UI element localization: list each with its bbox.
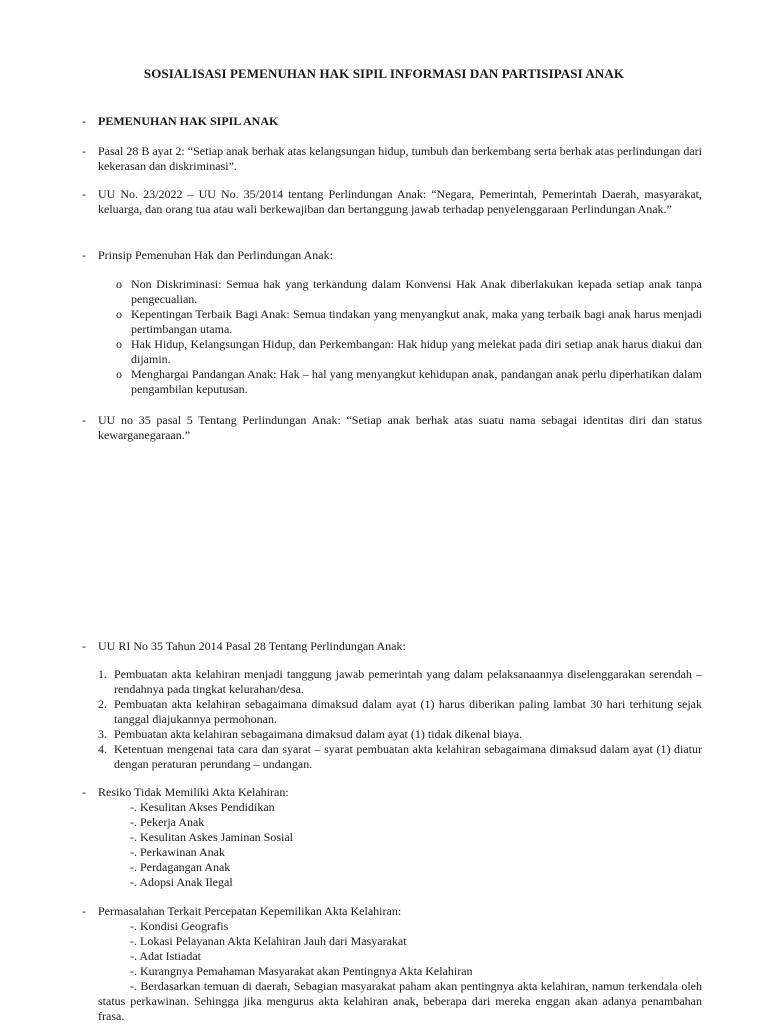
- list-item: -. Adat Istiadat: [130, 949, 201, 963]
- list-item: [98, 727, 702, 742]
- section-heading-text: PEMENUHAN HAK SIPIL ANAK: [98, 114, 279, 128]
- list-item: -. Perdagangan Anak: [130, 860, 231, 874]
- list-item-text: Pembuatan akta kelahiran menjadi tanggung jawab pemerintah yang dalam pelaksanaannya diselenggarakan serendah – rendahnya pada tingkat kelurahan/desa.: [114, 667, 702, 696]
- paragraph-text: Permasalahan Terkait Percepatan Kepemilikan Akta Kelahiran:: [98, 904, 402, 918]
- paragraph-text: UU No. 23/2022 – UU No. 35/2014 tentang Perlindungan Anak: “Negara, Pemerintah, Pemerintah Daerah, masyarakat, keluarga, dan orang tua atau wali berkewajiban dan bertanggung jawab terhadap penyelenggaraan Perlindungan Anak.”: [98, 187, 702, 216]
- list-number: 2.: [98, 697, 107, 711]
- paragraph-text: Prinsip Pemenuhan Hak dan Perlindungan Anak:: [98, 248, 333, 262]
- paragraph-text: UU no 35 pasal 5 Tentang Perlindungan Anak: “Setiap anak berhak atas suatu nama sebagai identitas diri dan status kewarganegaraan.”: [98, 413, 702, 442]
- resiko-list: [130, 800, 690, 890]
- section-heading-hak-sipil: [82, 114, 702, 129]
- list-item: [98, 697, 702, 727]
- paragraph-permasalahan-heading: [82, 904, 702, 919]
- list-item: -. Lokasi Pelayanan Akta Kelahiran Jauh dari Masyarakat: [130, 934, 407, 948]
- list-item: -. Kurangnya Pemahaman Masyarakat akan Pentingnya Akta Kelahiran: [130, 964, 473, 978]
- bullet-marker: o: [116, 367, 122, 381]
- permasalahan-list: [130, 919, 702, 979]
- list-item: [116, 307, 702, 337]
- list-item: [116, 367, 702, 397]
- paragraph-text: UU RI No 35 Tahun 2014 Pasal 28 Tentang Perlindungan Anak:: [98, 639, 406, 653]
- list-item-text: Kepentingan Terbaik Bagi Anak: Semua tindakan yang menyangkut anak, maka yang terbaik bagi anak harus menjadi pertimbangan utama.: [131, 307, 702, 336]
- paragraph-pasal-28b: [82, 144, 702, 174]
- list-item-text: Ketentuan mengenai tata cara dan syarat – syarat pembuatan akta kelahiran sebagaimana dimaksud dalam ayat (1) diatur dengan peraturan perundang – undangan.: [114, 742, 702, 771]
- bullet-marker: o: [116, 277, 122, 291]
- prinsip-list: [116, 277, 702, 397]
- dash-marker: -: [82, 187, 86, 201]
- permasalahan-paragraph: [98, 979, 702, 1024]
- paragraph-prinsip-heading: [82, 248, 702, 263]
- list-item: -. Pekerja Anak: [130, 815, 205, 829]
- dash-marker: -: [82, 248, 86, 262]
- paragraph-text: -. Berdasarkan temuan di daerah, Sebagian masyarakat paham akan pentingnya akta kelahiran, namun terkendala oleh status perkawinan. Sehingga jika mengurus akta kelahiran anak, beberapa dari mereka enggan akan adanya penambahan frasa.: [98, 979, 702, 1023]
- list-item: [116, 337, 702, 367]
- paragraph-text: Resiko Tidak Memiliki Akta Kelahiran:: [98, 785, 289, 799]
- dash-marker: -: [82, 639, 86, 653]
- list-item-text: Pembuatan akta kelahiran sebagaimana dimaksud dalam ayat (1) harus diberikan paling lambat 30 hari terhitung sejak tanggal diajukannya permohonan.: [114, 697, 702, 726]
- dash-marker: -: [82, 904, 86, 918]
- list-item-text: Non Diskriminasi: Semua hak yang terkandung dalam Konvensi Hak Anak diberlakukan kepada setiap anak tanpa pengecualian.: [131, 277, 702, 306]
- list-number: 1.: [98, 667, 107, 681]
- list-item: [98, 742, 702, 772]
- dash-marker: -: [82, 413, 86, 427]
- list-item: -. Kesulitan Akses Pendidikan: [130, 800, 275, 814]
- list-item: [98, 667, 702, 697]
- list-item: [116, 277, 702, 307]
- list-item: -. Kesulitan Askes Jaminan Sosial: [130, 830, 293, 844]
- list-item-text: Hak Hidup, Kelangsungan Hidup, dan Perkembangan: Hak hidup yang melekat pada diri setiap anak harus diakui dan dijamin.: [131, 337, 702, 366]
- list-number: 4.: [98, 742, 107, 756]
- list-item: -. Kondisi Geografis: [130, 919, 229, 933]
- paragraph-uu-pasal-5: [82, 413, 702, 443]
- list-item-text: Menghargai Pandangan Anak: Hak – hal yang menyangkut kehidupan anak, pandangan anak perlu diperhatikan dalam pengambilan keputusan.: [131, 367, 702, 396]
- paragraph-resiko-heading: [82, 785, 702, 800]
- list-number: 3.: [98, 727, 107, 741]
- document-title: SOSIALISASI PEMENUHAN HAK SIPIL INFORMASI DAN PARTISIPASI ANAK: [143, 66, 625, 81]
- list-item-text: Pembuatan akta kelahiran sebagaimana dimaksud dalam ayat (1) tidak dikenal biaya.: [114, 727, 523, 741]
- bullet-marker: o: [116, 307, 122, 321]
- dash-marker: -: [82, 144, 86, 158]
- dash-marker: -: [82, 785, 86, 799]
- list-item: -. Adopsi Anak Ilegal: [130, 875, 233, 889]
- bullet-marker: o: [116, 337, 122, 351]
- paragraph-uu-ri-heading: [82, 639, 702, 654]
- paragraph-text: Pasal 28 B ayat 2: “Setiap anak berhak atas kelangsungan hidup, tumbuh dan berkembang serta berhak atas perlindungan dari kekerasan dan diskriminasi”.: [98, 144, 702, 173]
- paragraph-uu-23-2022: [82, 187, 702, 217]
- list-item: -. Perkawinan Anak: [130, 845, 225, 859]
- uu-ri-numbered-list: [98, 667, 702, 772]
- dash-marker: -: [82, 114, 86, 128]
